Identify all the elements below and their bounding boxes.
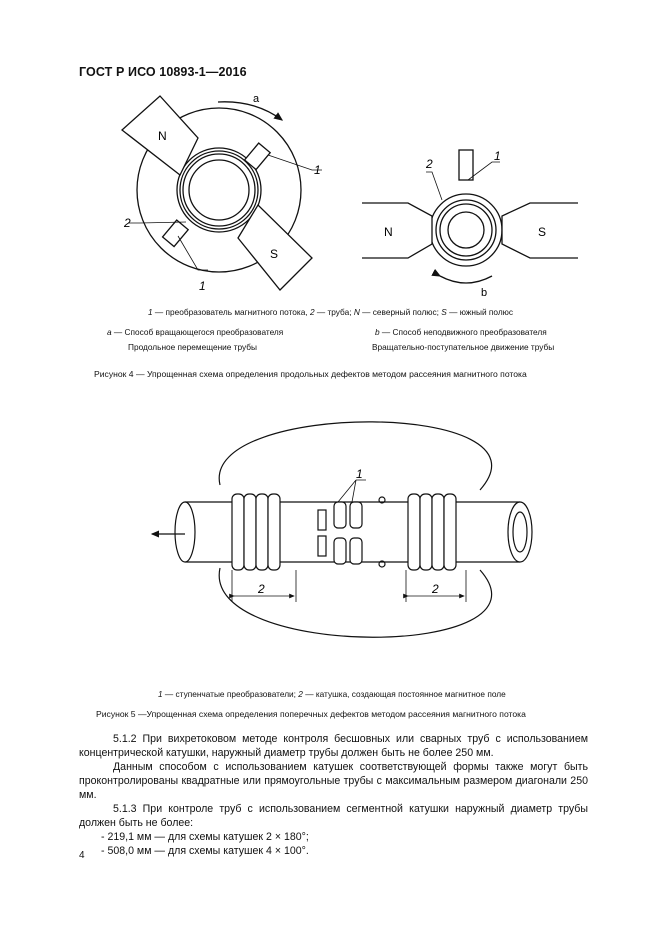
figure4-legend: 1 — преобразователь магнитного потока, 2 — труба; N — северный полюс; S — южный полюс <box>148 307 514 317</box>
page-number: 4 <box>79 850 85 861</box>
paragraph-shapes: Данным способом с использованием катушек соответствующей формы также могут быть проконтролированы квадратные или прямоугольные трубы с максимальным размером диагонали 250 мм. <box>79 761 588 801</box>
label-a: a <box>253 93 260 105</box>
label-2-right: 2 <box>426 157 433 171</box>
figure-4-diagram <box>0 0 661 300</box>
coil-right-ring-3 <box>432 494 444 570</box>
document-header: ГОСТ Р ИСО 10893-1—2016 <box>79 65 247 79</box>
coil-left-ring-3 <box>256 494 268 570</box>
label-2-left: 2 <box>124 216 131 230</box>
paragraph-5-1-3: 5.1.3 При контроле труб с использованием сегментной катушки наружный диаметр трубы должен быть не более: <box>79 803 588 829</box>
coil-left-ring-4 <box>268 494 280 570</box>
figure4-title: Рисунок 4 — Упрощенная схема определения продольных дефектов методом рассеяния магнитного потока <box>94 369 527 379</box>
coil-left-ring-1 <box>232 494 244 570</box>
label-1-fig5: 1 <box>356 467 363 481</box>
pole-n-right <box>362 203 432 258</box>
coil-left-ring-2 <box>244 494 256 570</box>
transducer-step-1 <box>318 510 326 530</box>
label-1-left: 1 <box>314 163 321 177</box>
coil-right-ring-4 <box>444 494 456 570</box>
label-1-left-bottom: 1 <box>199 279 206 293</box>
list-item: - 508,0 мм — для схемы катушек 4 × 100°. <box>101 845 309 857</box>
coil-right-ring-2 <box>420 494 432 570</box>
paragraph-5-1-2: 5.1.2 При вихретоковом методе контроля бесшовных или сварных труб с использованием концентрической катушки, наружный диаметр трубы должен быть не более 250 мм. <box>79 733 588 759</box>
rotation-arrow-b <box>440 276 492 283</box>
label-2-fig5-right: 2 <box>432 582 439 596</box>
label-n-right: N <box>384 225 393 239</box>
figure5-legend: 1 — ступенчатые преобразователи; 2 — катушка, создающая постоянное магнитное поле <box>158 689 506 699</box>
transducer-right <box>459 150 473 180</box>
figure4-caption-a: a — Способ вращающегося преобразователя <box>107 327 284 337</box>
figure4-caption-b: b — Способ неподвижного преобразователя <box>375 327 547 337</box>
field-loop-bottom <box>219 568 491 637</box>
body-text <box>79 732 588 858</box>
label-s-left: S <box>270 247 279 261</box>
figure4-motion-b: Вращательно-поступательное движение трубы <box>372 342 555 352</box>
figure-5-diagram <box>0 380 661 680</box>
pipe-inner <box>189 160 249 220</box>
figure5-title: Рисунок 5 —Упрощенная схема определения поперечных дефектов методом рассеяния магнитного потока <box>96 709 526 719</box>
label-2-fig5-left: 2 <box>258 582 265 596</box>
coil-right-ring-1 <box>408 494 420 570</box>
label-n-left: N <box>158 129 167 143</box>
transducer-step-3 <box>350 502 362 528</box>
pipe-right-inner <box>448 212 484 248</box>
pipe-end-right <box>508 502 532 562</box>
pipe-end-left <box>175 502 195 562</box>
label-s-right: S <box>538 225 547 239</box>
figure4-motion-a: Продольное перемещение трубы <box>128 342 257 352</box>
list-item: - 219,1 мм — для схемы катушек 2 × 180°; <box>101 831 309 843</box>
label-1-right: 1 <box>494 149 501 163</box>
transducer-step-2 <box>334 502 346 528</box>
label-b: b <box>481 287 488 299</box>
